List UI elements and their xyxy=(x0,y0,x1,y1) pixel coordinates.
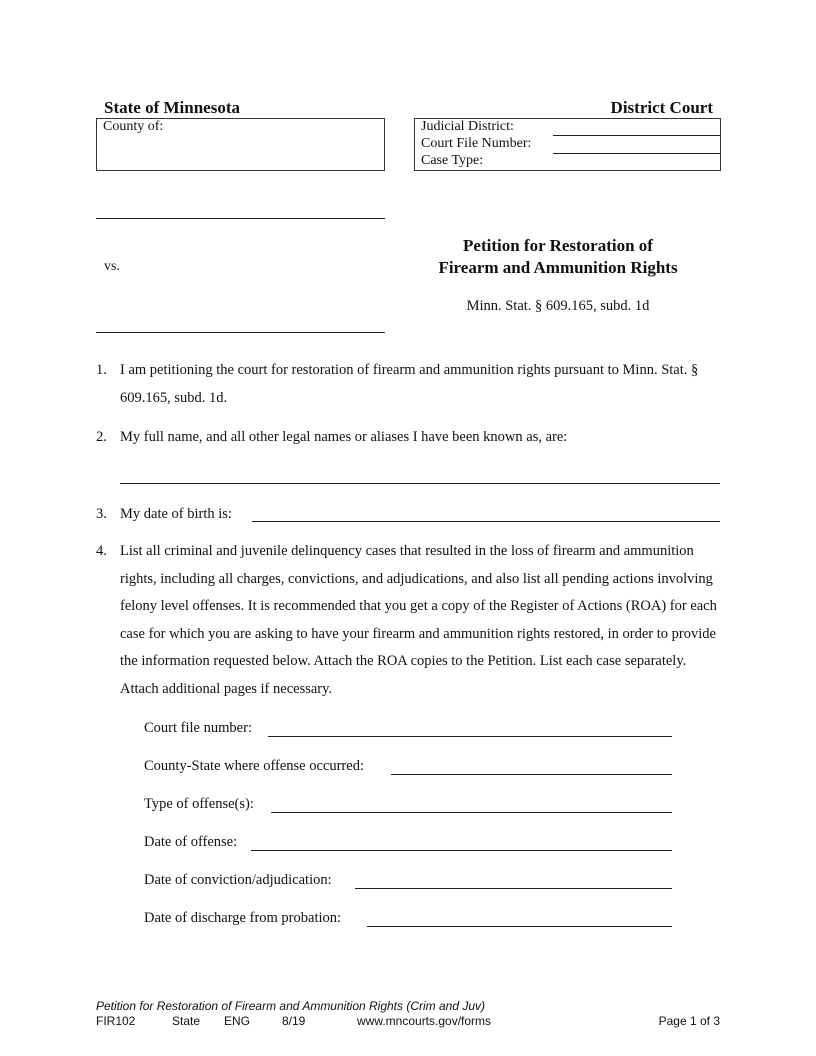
item-2-number: 2. xyxy=(96,429,107,445)
state-heading: State of Minnesota xyxy=(104,98,240,117)
court-file-number-field[interactable] xyxy=(553,153,720,154)
item-1-text: I am petitioning the court for restoration of firearm and ammunition rights pursuant to Minn. Stat. § 609.165, subd. 1d. xyxy=(120,362,699,406)
court-file-number-case-line[interactable] xyxy=(268,736,672,737)
date-of-discharge-line[interactable] xyxy=(367,926,672,927)
plaintiff-line[interactable] xyxy=(96,218,385,219)
date-of-birth-line[interactable] xyxy=(252,521,720,522)
footer-form-id: FIR102 xyxy=(96,1014,136,1028)
judicial-district-field[interactable] xyxy=(553,135,720,136)
statute-citation: Minn. Stat. § 609.165, subd. 1d xyxy=(466,298,650,314)
county-state-line[interactable] xyxy=(391,774,672,775)
defendant-line[interactable] xyxy=(96,332,385,333)
date-of-conviction-line[interactable] xyxy=(355,888,672,889)
judicial-district-label: Judicial District: xyxy=(421,119,514,134)
item-4-text: List all criminal and juvenile delinquency cases that resulted in the loss of firearm and ammunition rights, including all charges, convictions, and adjudications, and also list all pending actions involving felony level offenses. It is recommended that you get a copy of the Register of Actions (ROA) for each case for which you are asking to have your firearm and ammunition rights restored, in order to provide the information requested below. Attach the ROA copies to the Petition. List each case separately. Attach additional pages if necessary. xyxy=(120,543,717,697)
item-2-text: My full name, and all other legal names or aliases I have been known as, are: xyxy=(120,429,568,445)
court-file-number-case-label: Court file number: xyxy=(144,720,252,736)
county-label: County of: xyxy=(103,119,164,134)
title-line-1: Petition for Restoration of xyxy=(463,236,653,255)
footer-form-title: Petition for Restoration of Firearm and Ammunition Rights (Crim and Juv) xyxy=(96,999,486,1013)
county-state-label: County-State where offense occurred: xyxy=(144,758,364,774)
item-1-number: 1. xyxy=(96,362,107,378)
county-box[interactable] xyxy=(96,118,385,171)
footer-date: 8/19 xyxy=(282,1014,306,1028)
court-file-number-label: Court File Number: xyxy=(421,136,532,151)
court-heading: District Court xyxy=(610,98,713,117)
item-4-number: 4. xyxy=(96,543,107,559)
type-of-offense-line[interactable] xyxy=(271,812,672,813)
date-of-conviction-label: Date of conviction/adjudication: xyxy=(144,872,332,888)
footer-language: ENG xyxy=(224,1014,251,1028)
footer-url[interactable]: www.mncourts.gov/forms xyxy=(357,1014,492,1028)
item-3-text: My date of birth is: xyxy=(120,506,232,522)
full-name-line[interactable] xyxy=(120,483,720,484)
title-line-2: Firearm and Ammunition Rights xyxy=(438,258,678,277)
date-of-offense-label: Date of offense: xyxy=(144,834,238,850)
case-info-box xyxy=(414,118,721,171)
date-of-discharge-label: Date of discharge from probation: xyxy=(144,910,342,926)
footer-page: Page 1 of 3 xyxy=(658,1014,720,1028)
footer-jurisdiction: State xyxy=(172,1014,201,1028)
type-of-offense-label: Type of offense(s): xyxy=(144,796,254,812)
date-of-offense-line[interactable] xyxy=(251,850,672,851)
vs-label: vs. xyxy=(104,259,120,274)
case-type-label: Case Type: xyxy=(421,153,484,168)
item-3-number: 3. xyxy=(96,506,107,522)
